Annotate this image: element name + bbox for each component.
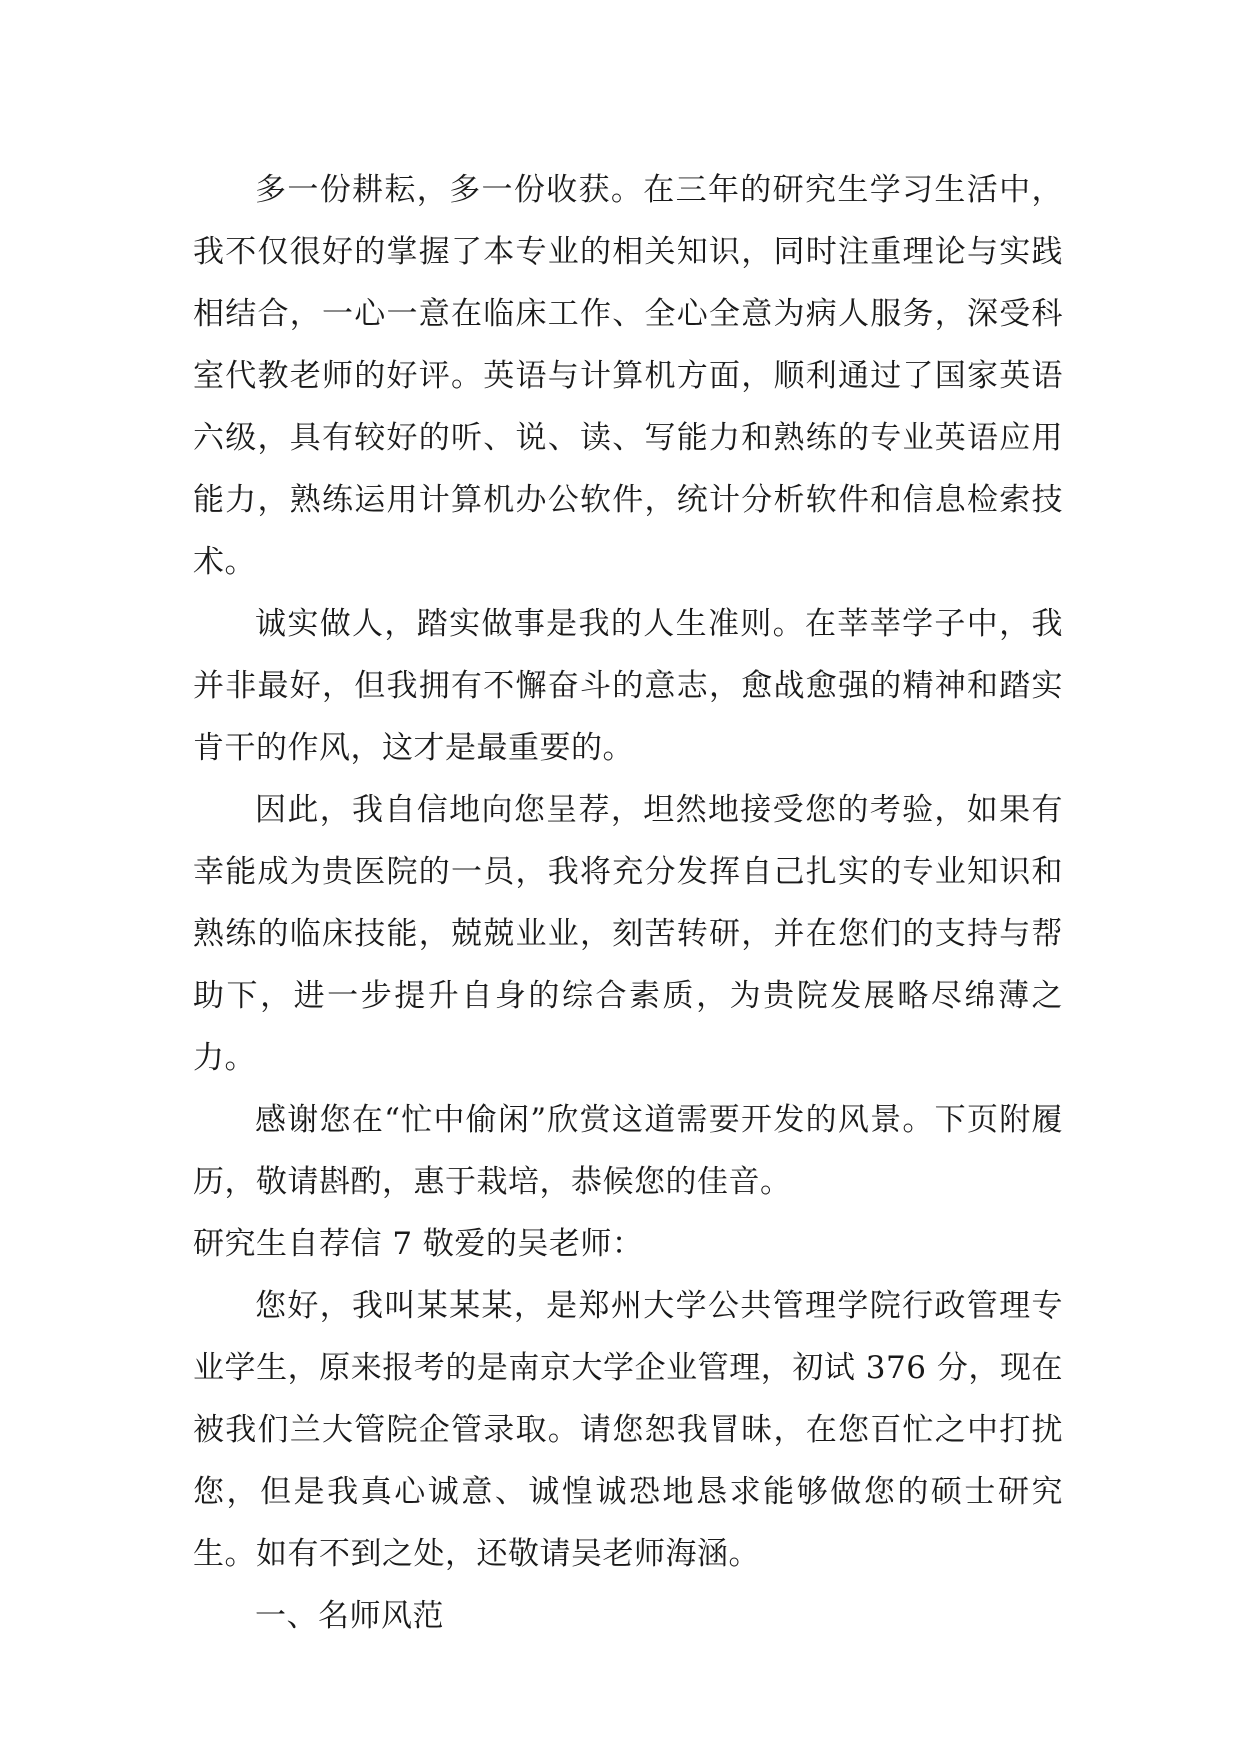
paragraph-introduction: 您好，我叫某某某，是郑州大学公共管理学院行政管理专业学生，原来报考的是南京大学企业管理，初试 376 分，现在被我们兰大管院企管录取。请您恕我冒昧，在您百忙之中打扰您，但是我真心诚意、诚惶诚恐地恳求能够做您的硕士研究生。如有不到之处，还敬请吴老师海涵。 <box>193 1288 1063 1572</box>
document-body <box>193 159 1063 1647</box>
paragraph-harvest: 多一份耕耘，多一份收获。在三年的研究生学习生活中，我不仅很好的掌握了本专业的相关知识，同时注重理论与实践相结合，一心一意在临床工作、全心全意为病人服务，深受科室代教老师的好评。英语与计算机方面，顺利通过了国家英语六级，具有较好的听、说、读、写能力和熟练的专业英语应用能力，熟练运用计算机办公软件，统计分析软件和信息检索技术。 <box>193 172 1063 580</box>
paragraph-recommendation: 因此，我自信地向您呈荐，坦然地接受您的考验，如果有幸能成为贵医院的一员，我将充分发挥自己扎实的专业知识和熟练的临床技能，兢兢业业，刻苦转研，并在您们的支持与帮助下，进一步提升自身的综合素质，为贵院发展略尽绵薄之力。 <box>193 792 1063 1076</box>
letter-heading: 研究生自荐信 7 敬爱的吴老师： <box>193 1226 644 1262</box>
paragraph-honesty: 诚实做人，踏实做事是我的人生准则。在莘莘学子中，我并非最好，但我拥有不懈奋斗的意志，愈战愈强的精神和踏实肯干的作风，这才是最重要的。 <box>193 606 1063 766</box>
paragraph-thanks: 感谢您在“忙中偷闲”欣赏这道需要开发的风景。下页附履历，敬请斟酌，惠于栽培，恭候您的佳音。 <box>193 1102 1063 1200</box>
section-heading: 一、名师风范 <box>255 1598 444 1634</box>
